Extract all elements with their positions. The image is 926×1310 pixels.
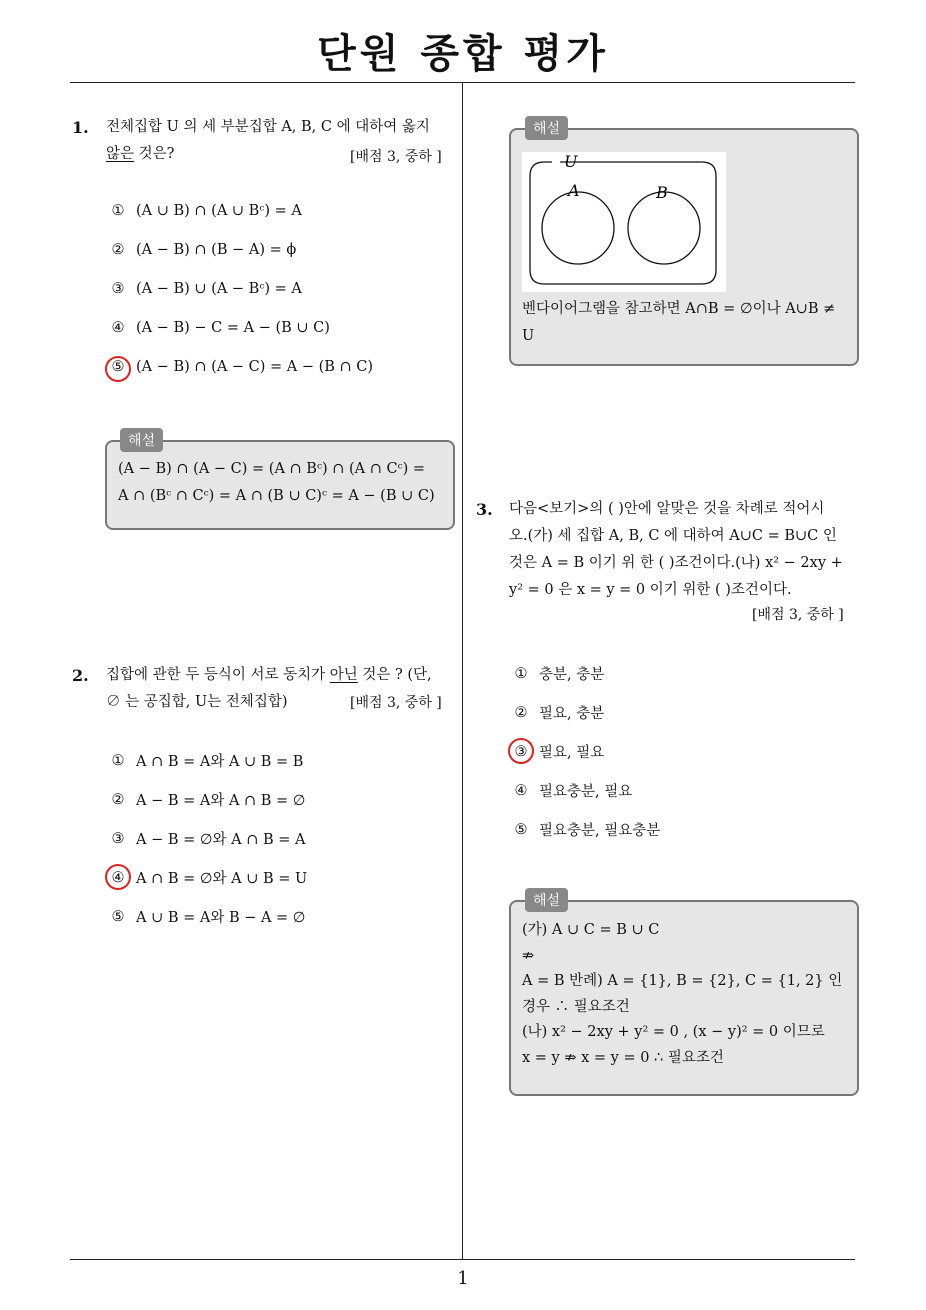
q1-choice-1[interactable] xyxy=(108,203,302,219)
venn-label-b: B xyxy=(656,183,668,202)
q3-explanation-line3: A = B 반례) A = {1}, B = {2}, C = {1, 2} 인 xyxy=(522,973,843,989)
venn-circle-a xyxy=(542,192,614,264)
q3-choice-1-num: ① xyxy=(514,665,528,682)
q2-explanation-label: 해설 xyxy=(525,116,568,140)
q1-choice-2-text: (A − B) ∩ (B − A) = ϕ xyxy=(136,242,297,258)
q3-choice-2[interactable] xyxy=(511,702,604,723)
q1-choice-5[interactable] xyxy=(108,359,373,375)
footer-rule xyxy=(70,1259,855,1260)
q1-choice-3-num: ③ xyxy=(111,281,125,297)
q1-explanation-line2: A ∩ (Bᶜ ∩ Cᶜ) = A ∩ (B ∪ C)ᶜ = A − (B ∪ C) xyxy=(118,488,435,504)
q1-choice-3[interactable] xyxy=(108,281,302,297)
q1-choice-5-text: (A − B) ∩ (A − C) = A − (B ∩ C) xyxy=(136,359,374,375)
q3-explanation-line5: (나) x² − 2xy + y² = 0 , (x − y)² = 0 이므로 xyxy=(522,1024,825,1040)
q3-explanation-line2: ⇏ xyxy=(522,947,535,964)
q1-choice-2-num: ② xyxy=(111,242,125,258)
q1-number: 1. xyxy=(72,118,89,137)
q3-choice-3-text: 필요, 필요 xyxy=(539,745,605,761)
q2-choice-5-num: ⑤ xyxy=(111,908,125,925)
q2-choice-4-num: ④ xyxy=(111,869,125,886)
q1-choice-4-text: (A − B) − C = A − (B ∪ C) xyxy=(136,320,330,336)
q3-score: [배점 3, 중하 ] xyxy=(752,607,844,623)
venn-label-u: U xyxy=(564,152,578,171)
q2-text-part1: 집합에 관한 두 등식이 서로 동치가 xyxy=(106,667,330,683)
q2-choice-3-num: ③ xyxy=(111,830,125,847)
q3-choice-3-num: ③ xyxy=(514,743,528,760)
q1-choice-2[interactable] xyxy=(108,242,296,258)
q3-choice-2-text: 필요, 충분 xyxy=(539,706,605,722)
q3-choice-5-num: ⑤ xyxy=(514,821,528,838)
venn-label-a: A xyxy=(568,181,580,200)
column-divider xyxy=(462,83,463,1260)
q3-explanation-line4: 경우 ∴ 필요조건 xyxy=(522,998,630,1015)
venn-universe-border xyxy=(530,162,716,284)
q2-choice-1[interactable] xyxy=(108,750,303,771)
q2-text-line1 xyxy=(106,662,456,689)
q3-number: 3. xyxy=(476,500,493,519)
q3-choice-4-num: ④ xyxy=(514,782,528,799)
q3-choice-4[interactable] xyxy=(511,780,632,801)
q1-choice-4[interactable] xyxy=(108,320,330,336)
q1-text-tail: 것은? xyxy=(134,146,175,162)
q2-choice-1-text: A ∩ B = A와 A ∪ B = B xyxy=(136,754,304,770)
q3-explanation-text xyxy=(522,918,852,1071)
q3-text-line4: y² = 0 은 x = y = 0 이기 위한 ( )조건이다. xyxy=(509,582,792,598)
q1-explanation-text xyxy=(118,456,444,510)
q2-text-line2: ∅ 는 공집합, U는 전체집합) xyxy=(106,694,288,710)
q1-explanation-label: 해설 xyxy=(120,428,163,452)
venn-circle-b xyxy=(628,192,700,264)
venn-svg xyxy=(522,152,726,292)
q3-choice-5-text: 필요충분, 필요충분 xyxy=(539,823,661,839)
q2-choice-2[interactable] xyxy=(108,789,305,810)
page-number: 1 xyxy=(457,1268,469,1289)
q1-answer-mark xyxy=(105,356,131,382)
page-title: 단원 종합 평가 xyxy=(317,31,609,77)
q2-text-part2: 것은 ? (단, xyxy=(357,667,432,683)
q2-choice-5-text: A ∪ B = A와 B − A = ∅ xyxy=(136,910,306,926)
q2-score: [배점 3, 중하 ] xyxy=(350,695,442,711)
q2-choice-2-text: A − B = A와 A ∩ B = ∅ xyxy=(136,793,306,809)
q2-answer-mark xyxy=(105,864,131,890)
q3-text-line3: 것은 A = B 이기 위 한 ( )조건이다.(나) x² − 2xy + xyxy=(509,555,843,571)
q2-choice-2-num: ② xyxy=(111,791,125,808)
q2-number: 2. xyxy=(72,666,89,685)
q2-underline: 아닌 xyxy=(329,667,358,683)
q1-underline: 않은 xyxy=(106,146,135,162)
q1-choice-4-num: ④ xyxy=(111,320,125,336)
q3-explanation-line6: x = y ⇏ x = y = 0 ∴ 필요조건 xyxy=(522,1049,724,1066)
q3-choice-2-num: ② xyxy=(514,704,528,721)
q1-explanation-line1: (A − B) ∩ (A − C) = (A ∩ Bᶜ) ∩ (A ∩ Cᶜ) = xyxy=(118,461,426,477)
q2-choice-5[interactable] xyxy=(108,906,305,927)
q1-text-line1: 전체집합 U 의 세 부분집합 A, B, C 에 대하여 옳지 xyxy=(106,119,430,135)
q3-answer-mark xyxy=(508,738,534,764)
q2-explanation-line1: 벤다이어그램을 참고하면 A∩B = ∅이나 A∪B ≠ xyxy=(522,301,836,317)
q3-text xyxy=(509,496,859,604)
q1-choice-1-text: (A ∪ B) ∩ (A ∪ Bᶜ) = A xyxy=(136,203,302,219)
q3-explanation-label: 해설 xyxy=(525,888,568,912)
q1-score: [배점 3, 중하 ] xyxy=(350,149,442,165)
q1-choice-1-num: ① xyxy=(111,203,125,219)
q2-explanation-line2: U xyxy=(522,328,535,344)
q2-explanation-text xyxy=(522,296,852,350)
q3-text-line1: 다음<보기>의 ( )안에 알맞은 것을 차례로 적어시 xyxy=(509,501,825,517)
q3-choice-5[interactable] xyxy=(511,819,660,840)
q2-choice-3[interactable] xyxy=(108,828,305,849)
q2-choice-4-text: A ∩ B = ∅와 A ∪ B = U xyxy=(136,871,308,887)
q3-text-line2: 오.(가) 세 집합 A, B, C 에 대하여 A∪C = B∪C 인 xyxy=(509,528,837,544)
q3-choice-1[interactable] xyxy=(511,663,604,684)
q2-choice-1-num: ① xyxy=(111,752,125,769)
q1-choice-5-num: ⑤ xyxy=(111,359,125,375)
q3-explanation-line1: (가) A ∪ C = B ∪ C xyxy=(522,922,660,938)
venn-diagram xyxy=(522,152,726,292)
q1-choice-3-text: (A − B) ∪ (A − Bᶜ) = A xyxy=(136,281,302,297)
q3-choice-4-text: 필요충분, 필요 xyxy=(539,784,633,800)
q2-choice-3-text: A − B = ∅와 A ∩ B = A xyxy=(136,832,306,848)
q2-choice-4[interactable] xyxy=(108,867,307,888)
q3-choice-1-text: 충분, 충분 xyxy=(539,667,605,683)
